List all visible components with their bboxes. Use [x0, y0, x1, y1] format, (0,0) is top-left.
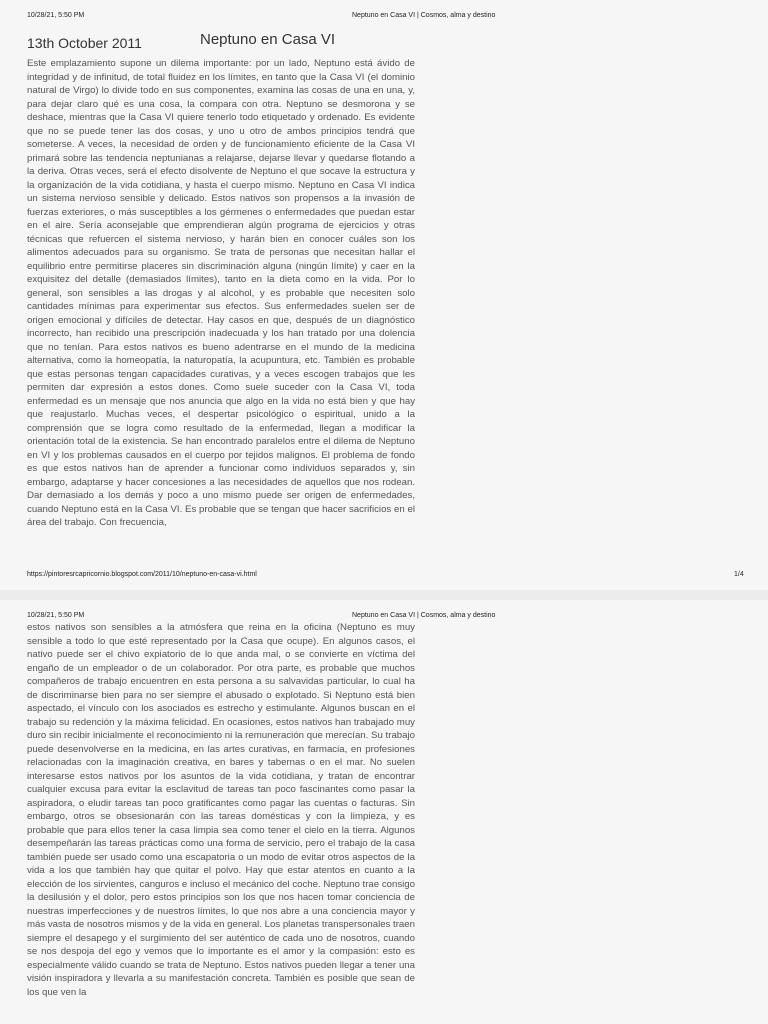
post-date: 13th October 2011 [27, 35, 142, 51]
page-number: 1/4 [734, 571, 744, 578]
pdf-page-2 [0, 600, 768, 1024]
post-body-text: estos nativos son sensibles a la atmósfera que reina en la oficina (Neptuno es muy sensible a todo lo que esté representado por la Casa que ocupe). En algunos casos, el nativo puede ser el chivo expiatorio de lo que anda mal, o se convierte en víctima del engaño de un empleador o de un colaborador. Por otra parte, es probable que muchos compañeros de trabajo encuentren en esta persona a su salvavidas particular, lo cual ha de discriminarse bien para no ser siempre el abusado o explotado. Si Neptuno está bien aspectado, el vínculo con los asociados es estrecho y estimulante. Algunos buscan en el trabajo su redención y la máxima felicidad. En ocasiones, estos nativos han trabajado muy duro sin recibir inicialmente el reconocimiento ni la remuneración que merecían. Su trabajo puede desenvolverse en la medicina, en las artes curativas, en farmacia, en profesiones relacionadas con la imaginación creativa, en bares y tabernas o en el mar. No suelen interesarse estos nativos por los asuntos de la vida cotidiana, y tratan de encontrar cualquier excusa para evitar la esclavitud de tareas tan poco fascinantes como pasar la aspiradora, o eludir tareas tan poco gratificantes como pagar las cuentas o facturas. Sin embargo, otros se obsesionarán con las tareas domésticas y con la limpieza, y es probable que para ellos tener la casa limpia sea como tener el cielo en la tierra. Algunos desempeñarán las tareas prácticas como una forma de servicio, pero el trabajo de la casa también puede ser usado como una escapatoria o un modo de evitar otros aspectos de la vida a los que también hay que quitar el polvo. Hay que estar atentos en cuanto a la elección de los sirvientes, canguros e incluso el mecánico del coche. Neptuno trae consigo la desilusión y el dolor, pero estos principios son los que nos hacen tomar conciencia de nuestras imperfecciones y de nuestros límites, lo que nos abre a una conciencia mayor y más vasta de nosotros mismos y de la vida en general. Los planetas transpersonales traen siempre el desapego y el surgimiento del ser auténtico de cada uno de nosotros, cuando se nos despoja del ego y vemos que lo importante es el amor y la compasión: esto es especialmente válido cuando se trata de Neptuno. Estos nativos pueden llegar a tener una visión inspiradora y llevarla a su manifestación concreta. También es posible que sean de los que ven la [27, 622, 415, 998]
page-header-title: Neptuno en Casa VI | Cosmos, alma y destino [352, 12, 496, 19]
page-header-timestamp: 10/28/21, 5:50 PM [27, 12, 85, 19]
post-body-text: Este emplazamiento supone un dilema importante: por un lado, Neptuno está ávido de integridad y de infinitud, de total fluidez en los límites, en tanto que la Casa VI (el dominio natural de Virgo) lo divide todo en sus componentes, examina las cosas de una en una, y, para dejar claro qué es una cosa, la compara con otra. Neptuno se desmorona y se deshace, mientras que la Casa VI quiere tenerlo todo etiquetado y ordenado. Es evidente que no se puede tener las dos cosas, y uno u otro de ambos principios tendrá que someterse. A veces, la necesidad de orden y de funcionamiento eficiente de la Casa VI primará sobre las tendencia neptunianas a relajarse, dejarse llevar y quedarse flotando a la deriva. Otras veces, será el efecto disolvente de Neptuno el que socave la estructura y la organización de la vida cotidiana, y hasta el cuerpo mismo. Neptuno en Casa VI indica un sistema nervioso sensible y delicado. Estos nativos son propensos a la invasión de fuerzas exteriores, o más susceptibles a los gérmenes o enfermedades que puedan estar en el aire. Sería aconsejable que emprendieran algún programa de ejercicios y otras técnicas que refuercen el sistema nervioso, y harán bien en conocer cuáles son los alimentos adecuados para su organismo. Se trata de personas que necesitan hallar el equilibrio entre permitirse placeres sin discriminación alguna (ningún límite) y caer en la exquisitez del detalle (demasiados límites), tanto en la dieta como en la vida. Por lo general, son sensibles a las drogas y al alcohol, y es probable que necesiten solo cantidades mínimas para experimentar sus efectos. Sus enfermedades suelen ser de origen emocional y difíciles de detectar. Hay casos en que, después de un diagnóstico incorrecto, han recibido una prescripción inadecuada y los han tratado por una dolencia que no tenían. Para estos nativos es bueno adentrarse en el mundo de la medicina alternativa, como la homeopatía, la naturopatía, la acupuntura, etc. También es probable que estas personas tengan capacidades curativas, y a veces escogen trabajos que les permiten dar expresión a estos dones. Como suele suceder con la Casa VI, toda enfermedad es un mensaje que nos anuncia que algo en la vida no está bien y que hay que reajustarlo. Muchas veces, el despertar psicológico o espiritual, unido a la comprensión que se logra como resultado de la enfermedad, llegan a modificar la orientación total de la existencia. Se han encontrado paralelos entre el dilema de Neptuno en VI y los problemas causados en el cuerpo por tejidos malignos. El problema de fondo es que estos nativos han de aprender a funcionar como individuos separados y, sin embargo, adaptarse y hacer concesiones a las necesidades de aquellos que nos rodean. Dar demasiado a los demás y poco a uno mismo puede ser origen de enfermedades, cuando Neptuno está en la Casa VI. Es probable que se tengan que hacer sacrificios en el área del trabajo. Con frecuencia, [27, 58, 415, 528]
post-title: Neptuno en Casa VI [200, 31, 336, 48]
page-separator [0, 590, 768, 600]
page-header-timestamp: 10/28/21, 5:50 PM [27, 612, 85, 619]
page-header-title: Neptuno en Casa VI | Cosmos, alma y destino [352, 612, 496, 619]
page-footer-url: https://pintoresrcapricornio.blogspot.com/2011/10/neptuno-en-casa-vi.html [27, 571, 257, 578]
